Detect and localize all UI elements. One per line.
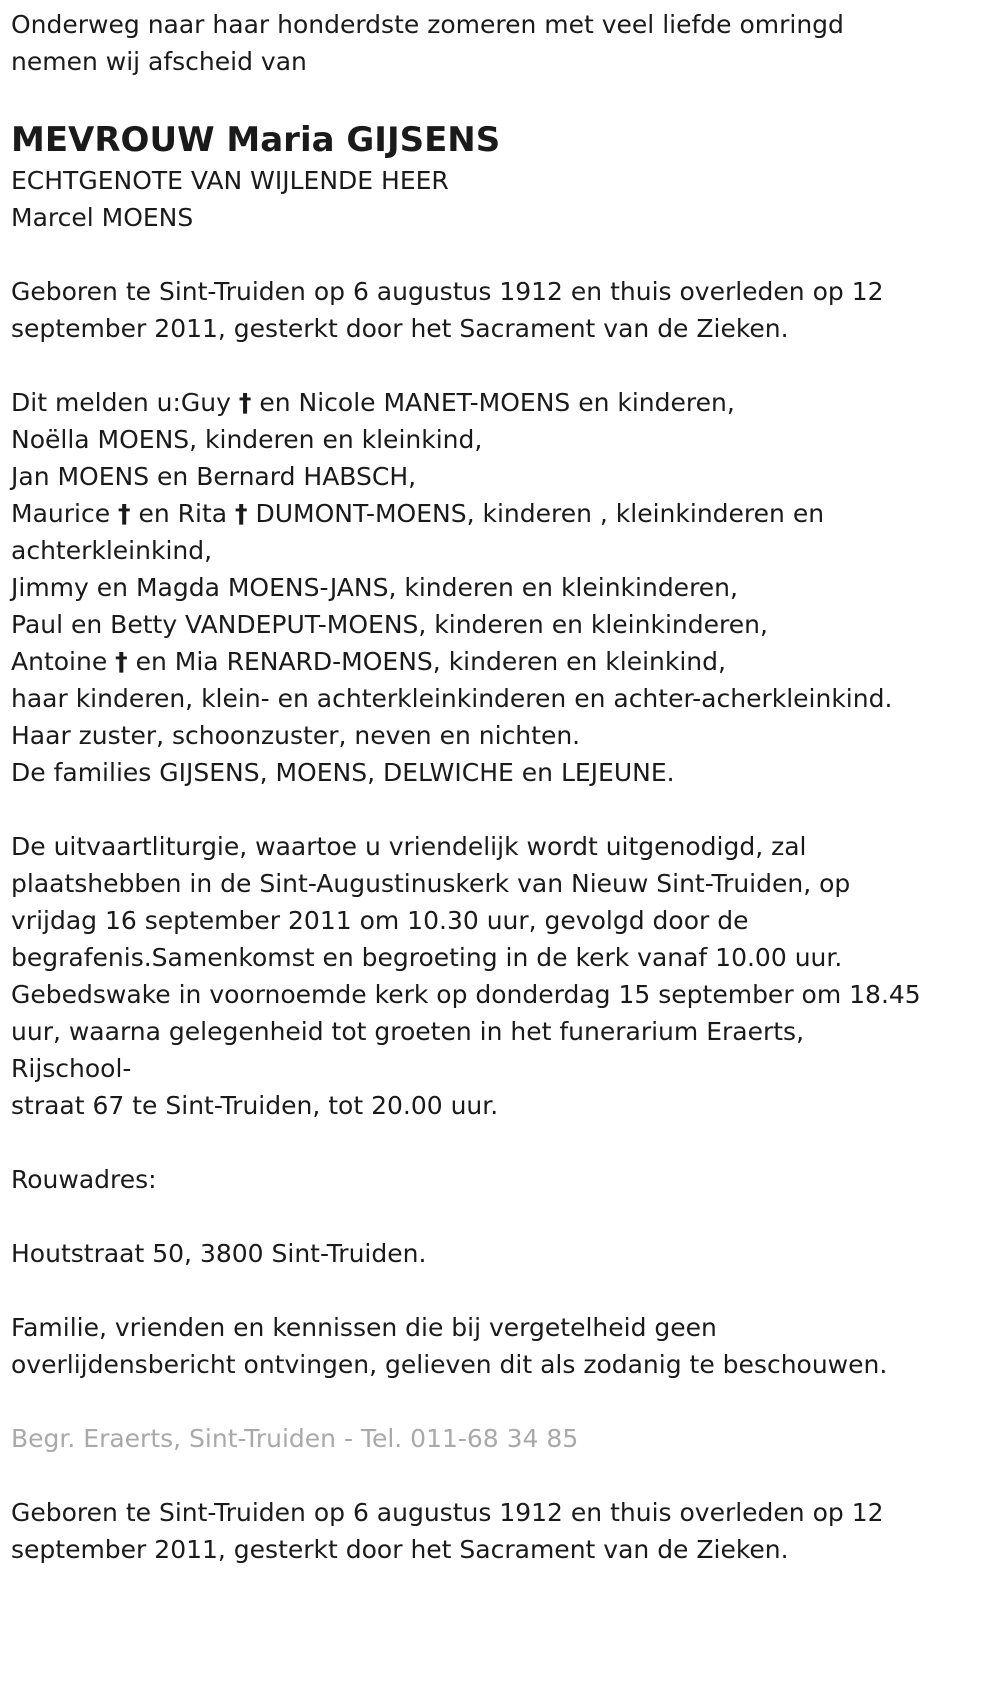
service-line: plaatshebben in de Sint-Augustinuskerk van Nieuw Sint-Truiden, op [11,869,851,898]
cross-icon: † [118,499,131,528]
announcers-block [11,384,1000,791]
announcers-line: Haar zuster, schoonzuster, neven en nichten. [11,721,581,750]
spouse-line: Marcel MOENS [11,203,194,232]
mourning-address-label: Rouwadres: [11,1165,157,1194]
announcers-line: Paul en Betty VANDEPUT-MOENS, kinderen en kleinkinderen, [11,610,768,639]
notice-line: overlijdensbericht ontvingen, gelieven dit als zodanig te beschouwen. [11,1350,888,1379]
mourning-address: Houtstraat 50, 3800 Sint-Truiden. [11,1239,427,1268]
birth-death-line: Geboren te Sint-Truiden op 6 augustus 1912 en thuis overleden op 12 [11,277,884,306]
funeral-home: Begr. Eraerts, Sint-Truiden - Tel. 011-68 34 85 [11,1424,579,1453]
birth-death-block [11,273,1000,347]
service-line: Rijschool- [11,1054,132,1083]
deceased-name: MEVROUW Maria GIJSENS [11,120,501,160]
birth-death-repeat-block [11,1494,1000,1568]
intro-block [11,6,1000,80]
birth-death-line: september 2011, gesterkt door het Sacrament van de Zieken. [11,314,789,343]
service-line: straat 67 te Sint-Truiden, tot 20.00 uur. [11,1091,499,1120]
intro-line: nemen wij afscheid van [11,47,307,76]
announcers-line: Antoine † en Mia RENARD-MOENS, kinderen en kleinkind, [11,647,726,676]
service-line: De uitvaartliturgie, waartoe u vriendelijk wordt uitgenodigd, zal [11,832,807,861]
birth-death-line: Geboren te Sint-Truiden op 6 augustus 1912 en thuis overleden op 12 [11,1498,884,1527]
service-line: uur, waarna gelegenheid tot groeten in het funerarium Eraerts, [11,1017,805,1046]
notice-line: Familie, vrienden en kennissen die bij vergetelheid geen [11,1313,717,1342]
cross-icon: † [238,388,252,417]
service-line: begrafenis.Samenkomst en begroeting in de kerk vanaf 10.00 uur. [11,943,843,972]
announcers-line: De families GIJSENS, MOENS, DELWICHE en LEJEUNE. [11,758,675,787]
service-line: Gebedswake in voornoemde kerk op donderdag 15 september om 18.45 [11,980,921,1009]
spouse-line: ECHTGENOTE VAN WIJLENDE HEER [11,166,449,195]
notice-block [11,1309,1000,1383]
intro-line: Onderweg naar haar honderdste zomeren met veel liefde omringd [11,10,844,39]
birth-death-line: september 2011, gesterkt door het Sacrament van de Zieken. [11,1535,789,1564]
announcers-line: Jimmy en Magda MOENS-JANS, kinderen en kleinkinderen, [11,573,738,602]
spouse-block [11,162,1000,236]
announcers-line: Maurice † en Rita † DUMONT-MOENS, kinderen , kleinkinderen en [11,499,825,528]
announcers-line: achterkleinkind, [11,536,213,565]
service-line: vrijdag 16 september 2011 om 10.30 uur, gevolgd door de [11,906,749,935]
announcers-line: Dit melden u:Guy † en Nicole MANET-MOENS en kinderen, [11,388,735,417]
cross-icon: † [115,647,128,676]
cross-icon: † [235,499,248,528]
announcers-line: haar kinderen, klein- en achterkleinkinderen en achter-acherkleinkind. [11,684,893,713]
announcers-line: Noëlla MOENS, kinderen en kleinkind, [11,425,483,454]
announcers-line: Jan MOENS en Bernard HABSCH, [11,462,417,491]
service-block [11,828,1000,1124]
